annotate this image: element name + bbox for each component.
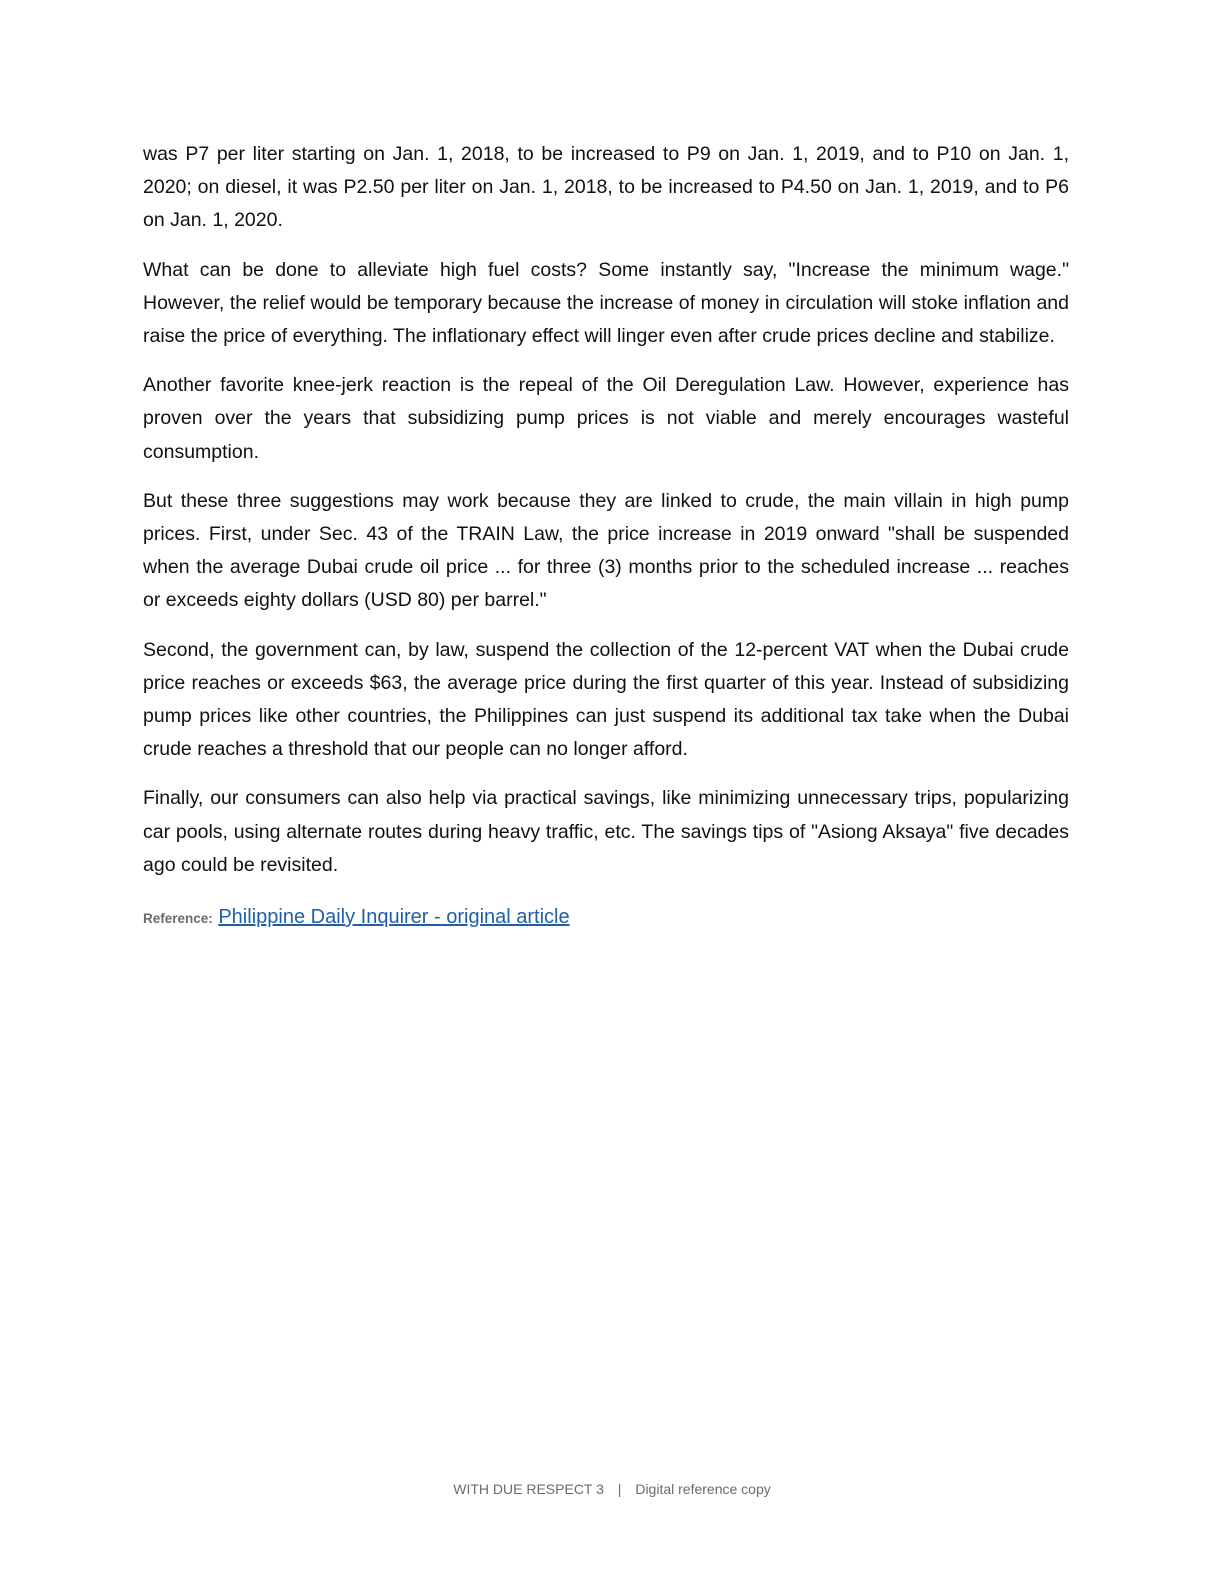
reference-link[interactable]: Philippine Daily Inquirer - original article [218,906,570,929]
paragraph-1: was P7 per liter starting on Jan. 1, 2018, to be increased to P9 on Jan. 1, 2019, and to P10 on Jan. 1, 2020; on diesel, it was P2.50 per liter on Jan. 1, 2018, to be increased to P4.50 on Jan. 1, 2019, and to P6 on Jan. 1, 2020. [143,143,1069,232]
page-footer [0,1478,1224,1500]
paragraph-6: Finally, our consumers can also help via practical savings, like minimizing unnecessary trips, popularizing car pools, using alternate routes during heavy traffic, etc. The savings tips of "Asiong Aksaya" five decades ago could be revisited. [143,787,1069,876]
footer-separator: | [617,1481,622,1497]
paragraph-3: Another favorite knee-jerk reaction is the repeal of the Oil Deregulation Law. However, experience has proven over the years that subsidizing pump prices is not viable and merely encourages wasteful consumption. [143,374,1069,463]
paragraph-5: Second, the government can, by law, suspend the collection of the 12-percent VAT when the Dubai crude price reaches or exceeds $63, the average price during the first quarter of this year. Instead of subsidizing pump prices like other countries, the Philippines can just suspend its additional tax take when the Dubai crude reaches a threshold that our people can no longer afford. [143,638,1069,761]
paragraph-2: What can be done to alleviate high fuel costs? Some instantly say, "Increase the minimum wage." However, the relief would be temporary because the increase of money in circulation will stoke inflation and raise the price of everything. The inflationary effect will linger even after crude prices decline and stabilize. [143,258,1069,348]
footer-note: Digital reference copy [635,1481,771,1497]
footer-title: WITH DUE RESPECT 3 [453,1481,604,1497]
reference-label: Reference: [143,911,213,927]
article-body [143,138,1069,934]
reference-line [143,902,1069,934]
paragraph-4: But these three suggestions may work because they are linked to crude, the main villain in high pump prices. First, under Sec. 43 of the TRAIN Law, the price increase in 2019 onward "shall be suspended when the average Dubai crude oil price ... for three (3) months prior to the scheduled increase ... reaches or exceeds eighty dollars (USD 80) per barrel." [143,489,1069,612]
